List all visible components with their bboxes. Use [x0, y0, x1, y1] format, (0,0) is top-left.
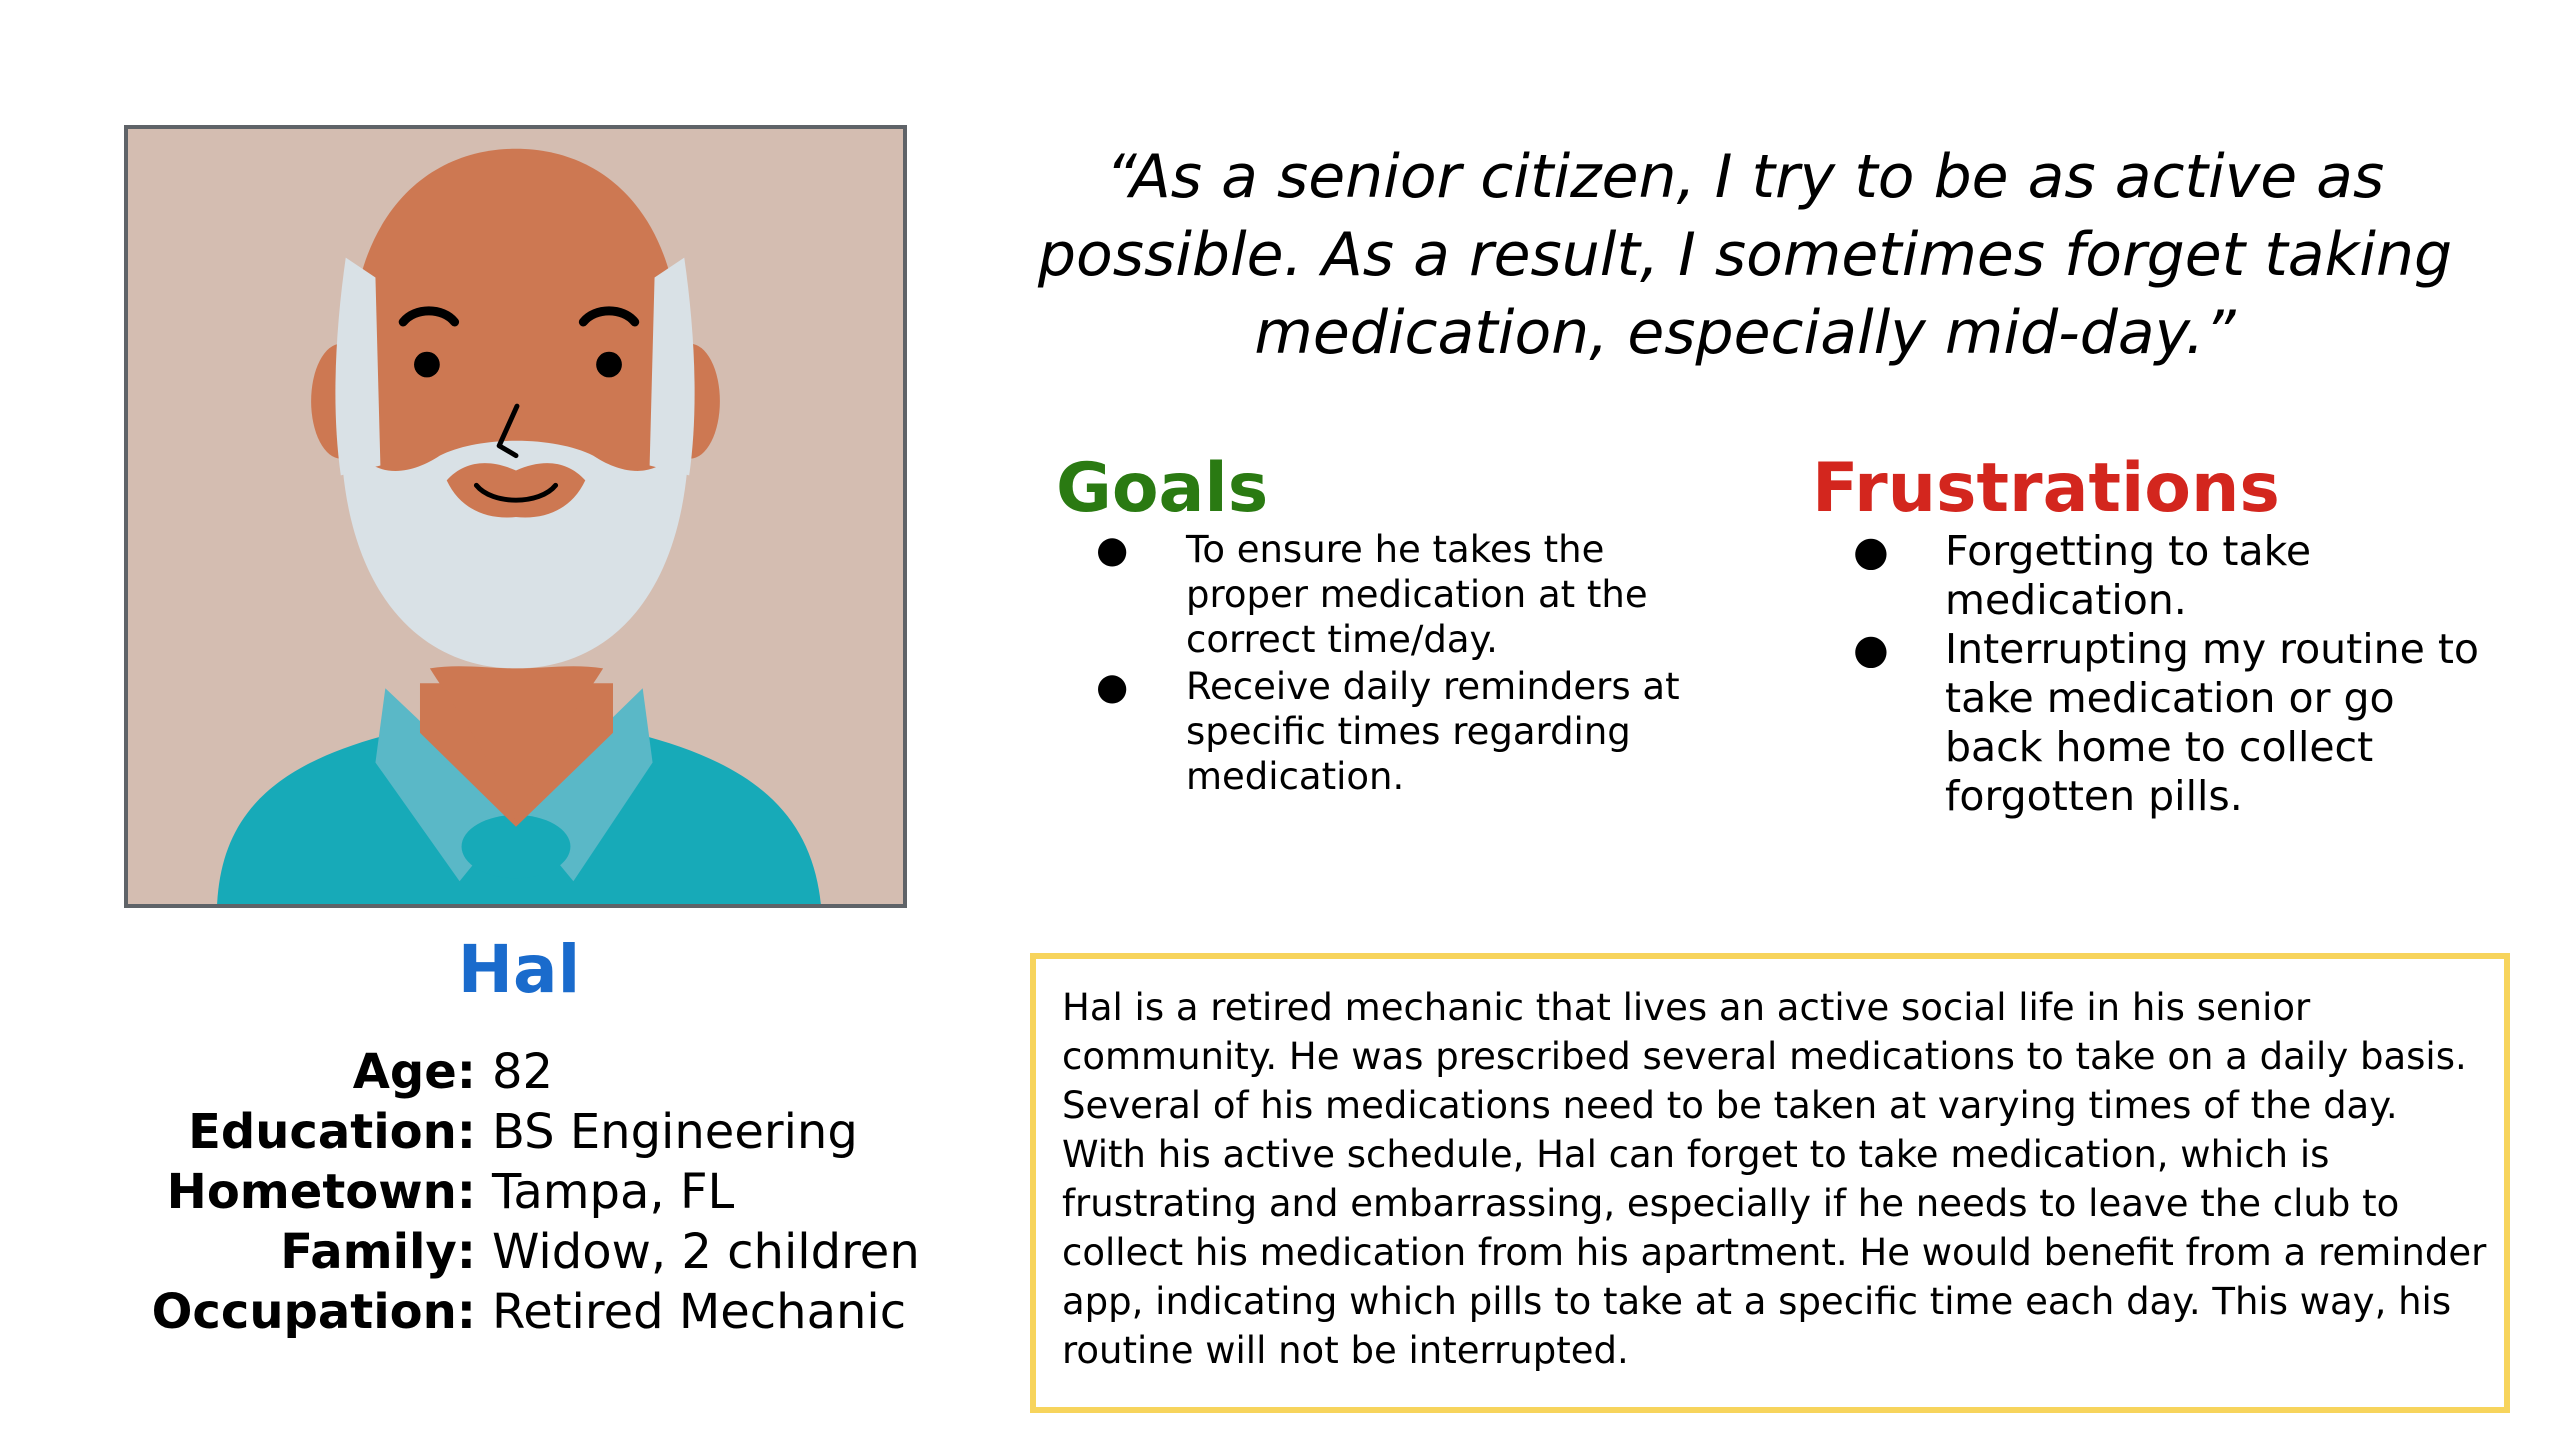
persona-name: Hal	[457, 931, 581, 1008]
goal-item	[1096, 664, 1716, 799]
detail-row-family	[124, 1222, 944, 1282]
bullet-icon: ●	[1096, 528, 1129, 571]
detail-label: Hometown:	[166, 1164, 476, 1220]
frustrations-list	[1853, 527, 2493, 821]
bio-box	[1030, 953, 2510, 1413]
detail-value: Tampa, FL	[492, 1164, 735, 1220]
detail-label: Education:	[188, 1104, 476, 1160]
avatar-illustration	[128, 129, 903, 904]
bullet-icon: ●	[1096, 665, 1129, 708]
bullet-icon: ●	[1853, 625, 1889, 673]
bio-text: Hal is a retired mechanic that lives an active social life in his senior community. He was prescribed several medications to take on a daily basis. Several of his medications need to be taken at varying times of the day. With his active schedule, Hal can forget to take medication, which is frustrating and embarrassing, especially if he needs to leave the club to collect his medication from his apartment. He would benefit from a reminder app, indicating which pills to take at a specific time each day. This way, his routine will not be interrupted.	[1062, 986, 2487, 1372]
detail-row-occupation	[124, 1282, 944, 1342]
frustration-text: Forgetting to take medication.	[1945, 527, 2312, 624]
goal-text: Receive daily reminders at specific times regarding medication.	[1186, 665, 1680, 798]
persona-quote: “As a senior citizen, I try to be as active as possible. As a result, I sometimes forget taking medication, especially mid-day.”	[1037, 142, 2453, 368]
goals-heading: Goals	[1056, 449, 1269, 528]
detail-value: Widow, 2 children	[492, 1224, 920, 1280]
detail-label: Age:	[352, 1044, 476, 1100]
frustration-text: Interrupting my routine to take medication or go back home to collect forgotten pills.	[1945, 625, 2480, 820]
detail-label: Occupation:	[151, 1284, 476, 1340]
detail-value: BS Engineering	[492, 1104, 858, 1160]
persona-avatar	[124, 125, 907, 908]
persona-details	[124, 1042, 944, 1342]
goal-item	[1096, 527, 1716, 662]
goals-list	[1096, 527, 1716, 801]
detail-row-hometown	[124, 1162, 944, 1222]
frustration-item	[1853, 527, 2493, 625]
detail-value: 82	[492, 1044, 554, 1100]
detail-value: Retired Mechanic	[492, 1284, 907, 1340]
bullet-icon: ●	[1853, 527, 1889, 575]
detail-label: Family:	[280, 1224, 476, 1280]
goal-text: To ensure he takes the proper medication at the correct time/day.	[1186, 528, 1648, 661]
detail-row-education	[124, 1102, 944, 1162]
frustration-item	[1853, 625, 2493, 821]
detail-row-age	[124, 1042, 944, 1102]
frustrations-heading: Frustrations	[1812, 449, 2280, 528]
